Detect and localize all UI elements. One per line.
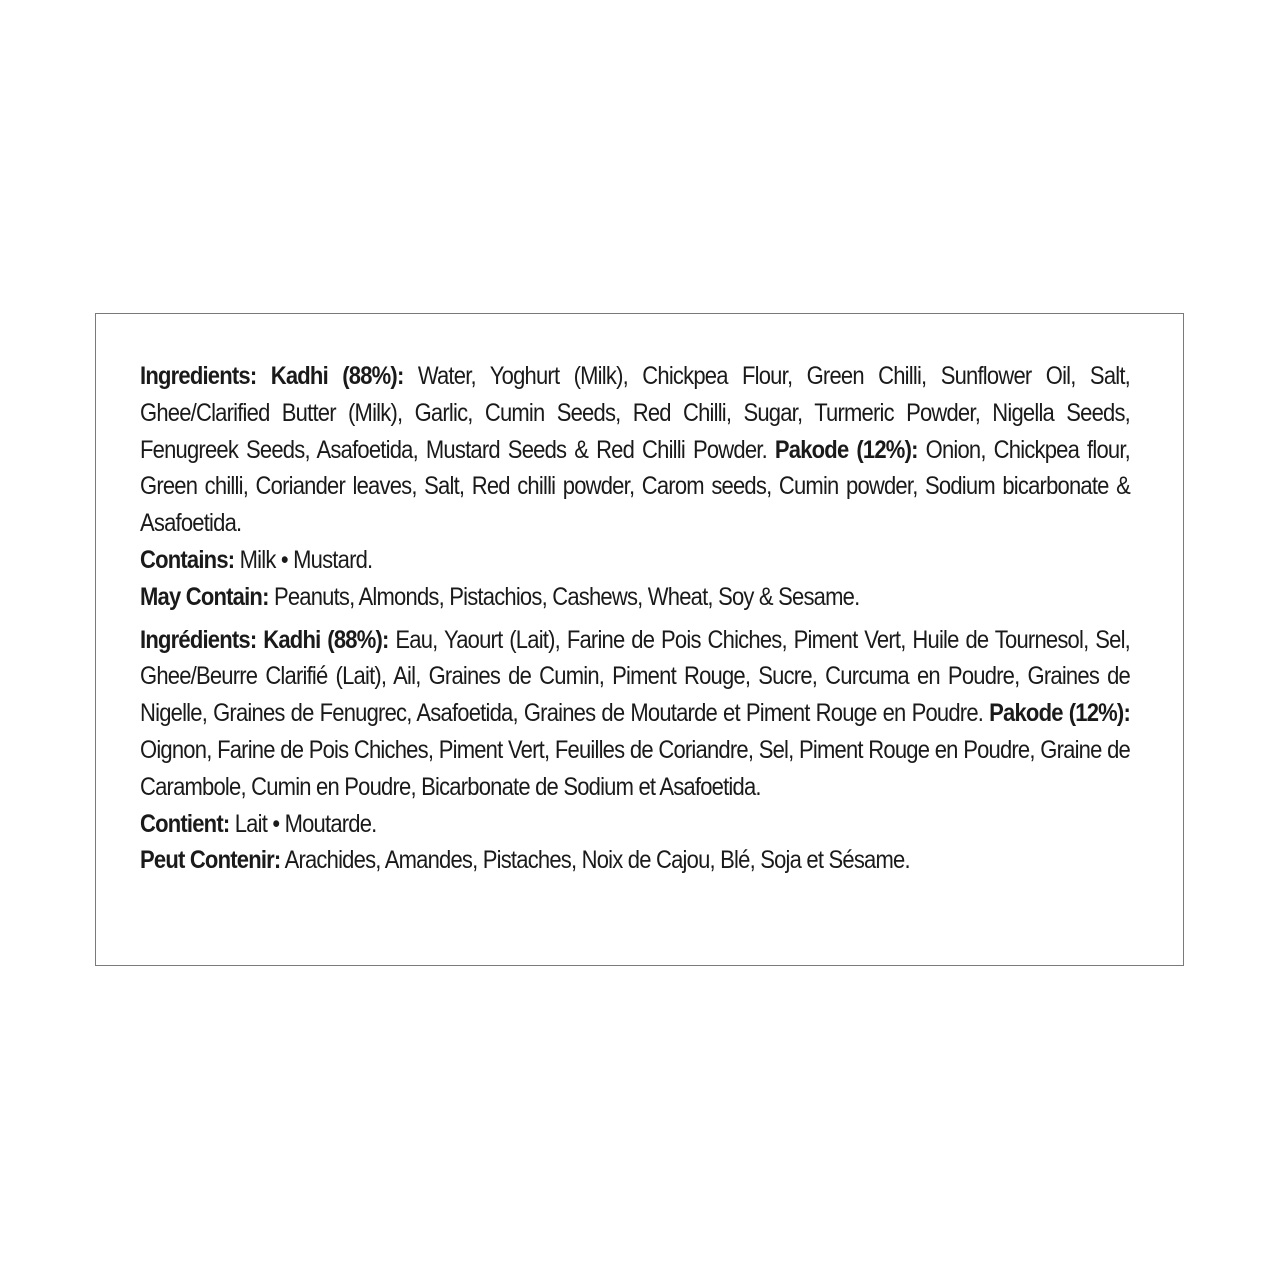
- english-may-contain-heading: May Contain:: [140, 582, 269, 611]
- french-ingredients-paragraph: [140, 622, 1130, 806]
- english-kadhi-heading: Ingredients: Kadhi (88%):: [140, 362, 404, 390]
- english-may-contain-line: [140, 579, 1130, 616]
- french-contains-heading: Contient:: [140, 809, 230, 838]
- english-ingredients-paragraph: [140, 358, 1130, 542]
- french-pakode-ingredients: Oignon, Farine de Pois Chiches, Piment Vert, Feuilles de Coriandre, Sel, Piment Rouge en Poudre, Graine de Carambole, Cumin en Poudre, Bicarbonate de Sodium et Asafoetida.: [140, 735, 1130, 801]
- english-contains-line: [140, 542, 1130, 579]
- english-pakode-heading: Pakode (12%):: [774, 435, 918, 464]
- english-may-contain-allergens: Peanuts, Almonds, Pistachios, Cashews, Wheat, Soy & Sesame.: [268, 582, 860, 611]
- french-may-contain-allergens: Arachides, Amandes, Pistaches, Noix de Cajou, Blé, Soja et Sésame.: [280, 846, 910, 875]
- english-pakode-ingredients: Onion, Chickpea flour, Green chilli, Coriander leaves, Salt, Red chilli powder, Carom seeds, Cumin powder, Sodium bicarbonate & Asafoetida.: [140, 435, 1130, 538]
- english-contains-heading: Contains:: [140, 545, 235, 574]
- french-may-contain-heading: Peut Contenir:: [140, 846, 281, 875]
- ingredients-label-panel: [95, 313, 1184, 966]
- french-contains-line: [140, 806, 1130, 843]
- french-pakode-heading: Pakode (12%):: [989, 699, 1130, 728]
- french-kadhi-ingredients: Eau, Yaourt (Lait), Farine de Pois Chiches, Piment Vert, Huile de Tournesol, Sel, Ghee/Beurre Clarifié (Lait), Ail, Graines de Cumin, Piment Rouge, Sucre, Curcuma en Poudre, Graines de Nigelle, Graines de Fenugrec, Asafoetida, Graines de Moutarde et Piment Rouge en Poudre.: [140, 625, 1131, 728]
- english-contains-allergens: Milk • Mustard.: [234, 545, 373, 574]
- ingredients-text-block: [140, 358, 1130, 879]
- french-may-contain-line: [140, 842, 1130, 879]
- french-contains-allergens: Lait • Moutarde.: [229, 809, 377, 838]
- english-kadhi-ingredients: Water, Yoghurt (Milk), Chickpea Flour, Green Chilli, Sunflower Oil, Salt, Ghee/Clarified Butter (Milk), Garlic, Cumin Seeds, Red Chilli, Sugar, Turmeric Powder, Nigella Seeds, Fenugreek Seeds, Asafoetida, Mustard Seeds & Red Chilli Powder.: [140, 362, 1131, 464]
- french-kadhi-heading: Ingrédients: Kadhi (88%):: [140, 625, 389, 654]
